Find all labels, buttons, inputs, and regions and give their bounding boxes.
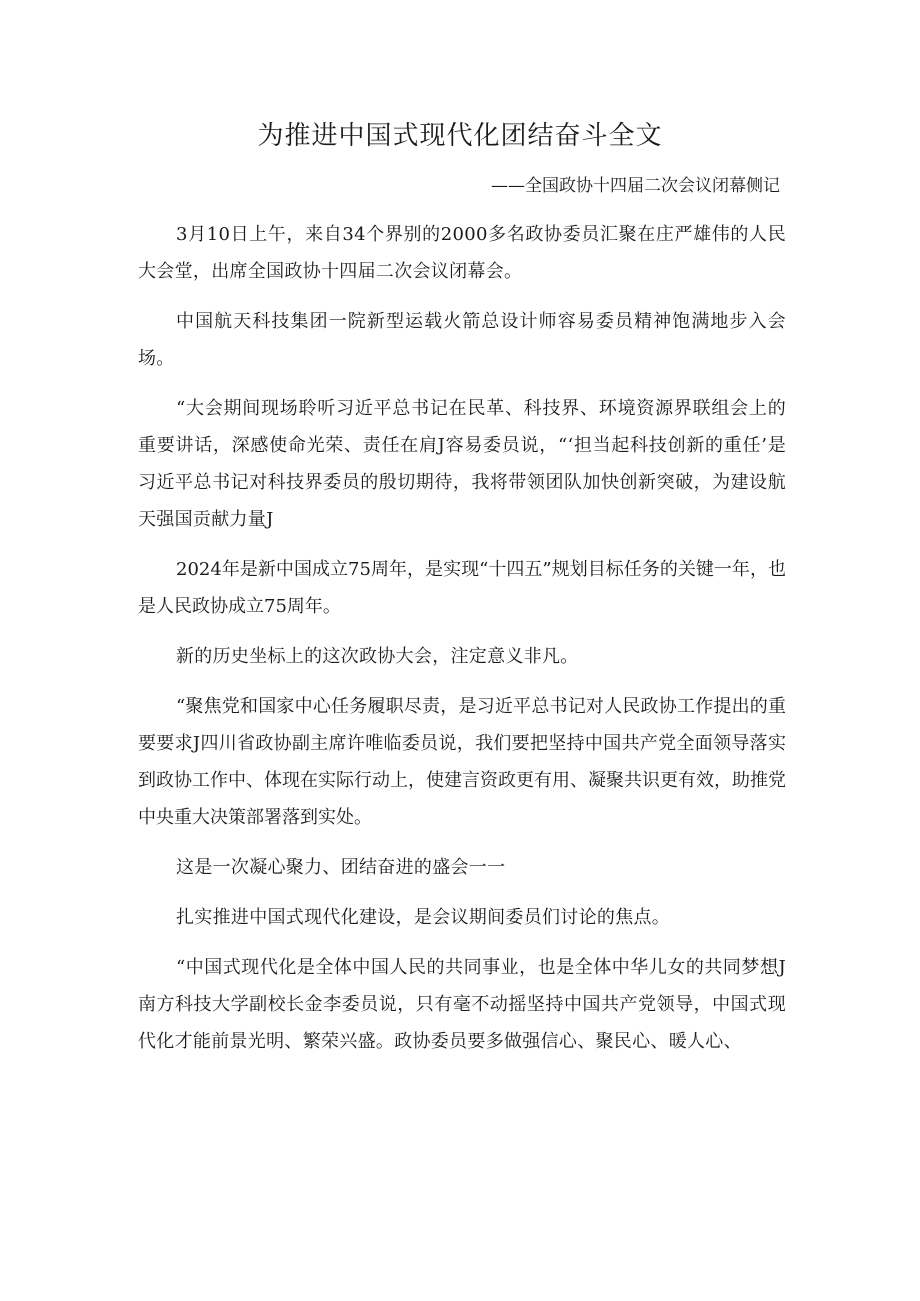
- paragraph: 2024年是新中国成立75周年，是实现“十四五”规划目标任务的关键一年，也是人民政协成立75周年。: [138, 559, 786, 617]
- document-body: [138, 216, 786, 1073]
- paragraph: 这是一次凝心聚力、团结奋进的盛会一一: [176, 857, 506, 878]
- paragraph: “中国式现代化是全体中国人民的共同事业，也是全体中华儿女的共同梦想J南方科技大学副校长金李委员说，只有毫不动摇坚持中国共产党领导，中国式现代化才能前景光明、繁荣兴盛。政协委员要多做强信心、聚民心、暖人心、: [138, 957, 786, 1052]
- paragraph: “聚焦党和国家中心任务履职尽责，是习近平总书记对人民政协工作提出的重要要求J四川省政协副主席许唯临委员说，我们要把坚持中国共产党全面领导落实到政协工作中、体现在实际行动上，使建言资政更有用、凝聚共识更有效，助推党中央重大决策部署落到实处。: [138, 696, 786, 828]
- paragraph: 新的历史坐标上的这次政协大会，注定意义非凡。: [176, 646, 579, 667]
- paragraph: “大会期间现场聆听习近平总书记在民革、科技界、环境资源界联组会上的重要讲话，深感使命光荣、责任在肩J容易委员说，“‘担当起科技创新的重任’是习近平总书记对科技界委员的殷切期待，我将带领团队加快创新突破，为建设航天强国贡献力量J: [138, 398, 786, 530]
- document-subtitle: ——全国政协十四届二次会议闭幕侧记: [491, 176, 780, 196]
- document-title: 为推进中国式现代化团结奋斗全文: [257, 121, 663, 151]
- paragraph: 扎实推进中国式现代化建设，是会议期间委员们讨论的焦点。: [176, 907, 671, 928]
- paragraph: 3月10日上午，来自34个界别的2000多名政协委员汇聚在庄严雄伟的人民大会堂，出席全国政协十四届二次会议闭幕会。: [138, 224, 786, 282]
- paragraph: 中国航天科技集团一院新型运载火箭总设计师容易委员精神饱满地步入会场。: [138, 311, 786, 369]
